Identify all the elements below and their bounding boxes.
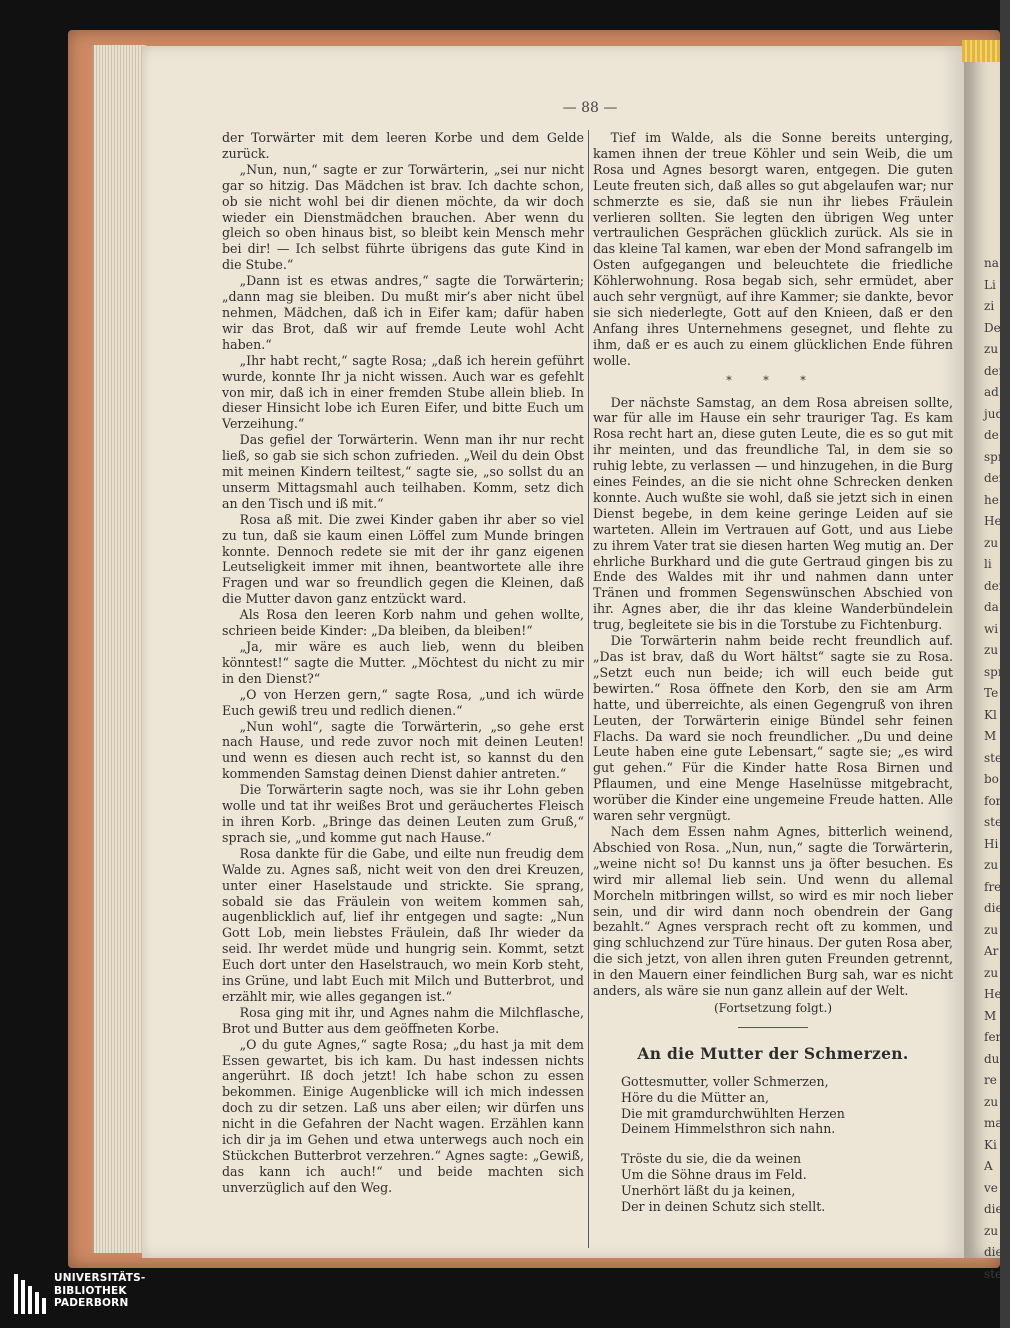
next-page-fragment: zu [984, 535, 999, 550]
poem-line: Gottesmutter, voller Schmerzen, [621, 1073, 829, 1089]
next-page-fragment: He [984, 987, 1002, 1001]
next-page-fragment: fer [984, 1030, 1002, 1044]
library-logo-text [54, 1272, 145, 1310]
continuation-note: (Fortsetzung folgt.) [714, 1000, 832, 1015]
poem-title: An die Mutter der Schmerzen. [637, 1043, 909, 1063]
paragraph: Als Rosa den leeren Korb nahm und gehen wollte, schrieen beide Kinder: „Da bleiben, da bleiben!“ [222, 607, 584, 639]
poem-line: Deinem Himmelsthron sich nahn. [621, 1121, 836, 1137]
logo-line: BIBLIOTHEK [54, 1284, 127, 1297]
next-page-fragment: ve [984, 1180, 998, 1195]
bookmark-ribbon [962, 40, 1000, 62]
next-page-fragment: Li [984, 277, 996, 292]
next-page-fragment: de [984, 428, 999, 442]
paragraph: „Nun wohl“, sagte die Torwärterin, „so gehe erst nach Hause, und rede zuvor noch mit deinen Leuten! und wenn es diesen auch recht ist, so kannst du den kommenden Samstag deinen Dienst dahier antreten.“ [222, 718, 584, 782]
next-page-fragment: du [984, 1051, 1000, 1066]
next-page-fragment: Ar [984, 944, 999, 958]
next-page-fragment: ma [984, 1116, 1003, 1130]
next-page-fragment: die [984, 901, 1003, 915]
paragraph: Das gefiel der Torwärterin. Wenn man ihr nur recht ließ, so gab sie sich schon zufrieden. „Weil du dein Obst mit meinen Kindern teiltest,“ sagte sie, „so sollst du an unserm Mittagsmahl auch teilhaben. Komm, setz dich an den Tisch und iß mit.“ [222, 432, 584, 511]
section-divider [738, 1027, 808, 1028]
right-column [593, 130, 953, 1215]
next-page-fragment: ste [984, 1266, 1003, 1281]
left-column [222, 130, 584, 1196]
next-page-fragment: zu [984, 858, 999, 872]
next-page-fragment: ad [984, 385, 999, 399]
paragraph: „Ja, mir wäre es auch lieb, wenn du bleiben könntest!“ sagte die Mutter. „Möchtest du nicht zu mir in den Dienst?“ [222, 639, 584, 686]
next-page-fragment: der [984, 363, 1005, 378]
next-page-fragment: bo [984, 772, 999, 786]
next-page-fragment: zu [984, 643, 999, 657]
paragraph: Nach dem Essen nahm Agnes, bitterlich weinend, Abschied von Rosa. „Nun, nun,“ sagte die Torwärterin, „weine nicht so! Du kannst uns ja öfter besuchen. Es wird mir allemal lieb sein. Und wenn du allemal Morcheln mitbringen willst, so wird es mir noch lieber sein, und dir wird dann noch obendrein der Gang bezahlt.“ Agnes versprach recht oft zu kommen, und ging schluchzend zur Türe hinaus. Der guten Rosa aber, die sich jetzt, von allen ihren guten Freunden getrennt, in den Mauern einer feindlichen Burg sah, war es nicht anders, als wäre sie nun ganz allein auf der Welt. [593, 823, 953, 999]
next-page-fragment: die [984, 1202, 1003, 1216]
page-number: — 88 — [562, 100, 618, 116]
paragraph: „O von Herzen gern,“ sagte Rosa, „und ich würde Euch gewiß treu und redlich dienen.“ [222, 686, 584, 718]
next-page-fragment: re [984, 1073, 997, 1087]
column-rule [588, 130, 589, 1248]
next-page-fragment: fre [984, 879, 1002, 894]
next-page-fragment: jud [984, 406, 1004, 421]
paragraph: Rosa dankte für die Gabe, und eilte nun freudig dem Walde zu. Agnes saß, nicht weit von den drei Kreuzen, unter einer Haselstaude und strickte. Sie sprang, sobald sie das Fräulein von weitem kommen sah, augenblicklich auf, lief ihr entgegen und sagte: „Nun Gott Lob, mein liebstes Fräulein, daß Ihr wieder da seid. Ihr werdet müde und hungrig sein. Kommt, setzt Euch dort unter den Haselstrauch, wo mein Korb steht, ins Grüne, und labt Euch mit Milch und Butterbrot, und erzählt mir, wie alles gegangen ist.“ [222, 845, 584, 1004]
next-page-fragment: He [984, 514, 1002, 528]
paragraph: „O du gute Agnes,“ sagte Rosa; „du hast ja mit dem Essen gewartet, bis ich kam. Du hast indessen nichts angerührt. Iß doch jetzt! Ich habe schon zu essen bekommen. Einige Augenblicke will ich mich indessen doch zu dir setzen. Laß uns aber eilen; wir dürfen uns nicht in die Gefahren der Nacht wagen. Erzählen kann ich dir ja im Gehen und etwa unterwegs auch noch ein Stückchen Butterbrot verzehren.“ Agnes sagte: „Gewiß, das kann ich auch!“ und beide machten sich unverzüglich auf den Weg. [222, 1036, 584, 1195]
next-page-fragment: zu [984, 922, 999, 937]
poem-line: Der in deinen Schutz sich stellt. [621, 1199, 826, 1215]
next-page-fragment: zu [984, 1223, 999, 1238]
next-page-fragment: die [984, 1245, 1003, 1259]
next-page-fragment: spr [984, 664, 1004, 679]
paragraph: „Dann ist es etwas andres,“ sagte die Torwärterin; „dann mag sie bleiben. Du mußt mir’s aber nicht übel nehmen, Mädchen, daß ich in Eifer kam; dafür haben wir das Brot, daß wir auf fremde Leute wohl Acht haben.“ [222, 273, 584, 352]
paragraph: Die Torwärterin sagte noch, was sie ihr Lohn geben wolle und tat ihr weißes Brot und geräuchertes Fleisch in ihren Korb. „Bringe das deinen Leuten zum Gruß,“ sprach sie, „und komme gut nach Hause.“ [222, 782, 584, 845]
paragraph: Rosa ging mit ihr, und Agnes nahm die Milchflasche, Brot und Butter aus dem geöffneten Korbe. [222, 1004, 584, 1036]
next-page-fragment: M [984, 1008, 997, 1023]
next-page-fragment: Kl [984, 707, 997, 722]
next-page-fragment: zu [984, 965, 999, 980]
next-page-fragment: wi [984, 621, 999, 636]
next-page-fragment: Hi [984, 836, 999, 851]
next-page-fragment: ste [984, 815, 1003, 829]
next-page-fragment: zu g [984, 342, 1010, 356]
next-page-fragment: he [984, 492, 999, 507]
section-stars: * * * [726, 373, 820, 387]
next-page-fragment: der [984, 471, 1005, 485]
next-page-fragment: na [984, 256, 999, 270]
next-page-fragment: A [984, 1159, 993, 1173]
logo-line: PADERBORN [54, 1297, 129, 1309]
poem-line: Tröste du sie, die da weinen [621, 1151, 802, 1167]
next-page-fragment: Ki [984, 1137, 997, 1152]
logo-line: UNIVERSITÄTS- [54, 1272, 146, 1284]
paragraph: Tief im Walde, als die Sonne bereits unterging, kamen ihnen der treue Köhler und sein Weib, die um Rosa und Agnes besorgt waren, entgegen. Die guten Leute freuten sich, daß alles so gut abgelaufen war; nur schmerzte es sie, daß sie nun ihr liebes Fräulein verlieren sollten. Sie legten den übrigen Weg unter vertraulichen Gesprächen glücklich zurück. Als sie in das kleine Tal kamen, war eben der Mond safrangelb im Osten aufgegangen und beleuchtete die friedliche Köhlerwohnung. Rosa begab sich, sehr ermüdet, aber auch sehr vergnügt, auf ihre Kammer; sie dankte, bevor sie sich niederlegte, Gott auf den Knieen, daß er den Anfang ihres Unternehmens gesegnet, und flehte zu ihm, daß er es auch zu einem glücklichen Ende führen wolle. [593, 130, 953, 368]
paragraph: Die Torwärterin nahm beide recht freundlich auf. „Das ist brav, daß du Wort hältst“ sagte sie zu Rosa. „Setzt euch nun beide; ich will euch beide gut bewirten.“ Rosa öffnete den Korb, den sie am Arm hatte, und überreichte, als einen Gegengruß von ihren Leuten, der Torwärterin einige Bündel sehr feinen Flachs. Da ward sie noch freundlicher. „Du und deine Leute haben eine gute Lebensart,“ sagte sie; „es wird gut gehen.“ Für die Kinder hatte Rosa Birnen und Pflaumen, und eine Menge Haselnüsse mitgebracht, worüber die Kinder eine ungemeine Freude hatten. Alle waren sehr vergnügt. [593, 633, 953, 824]
next-page-fragment: da [984, 600, 999, 614]
poem-line: Höre du die Mütter an, [621, 1089, 769, 1105]
poem-line: Die mit gramdurchwühlten Herzen [621, 1105, 845, 1121]
paragraph: Rosa aß mit. Die zwei Kinder gaben ihr aber so viel zu tun, daß sie kaum einen Löffel zum Munde bringen konnte. Dennoch redete sie mit der ihr ganz eigenen Leutseligkeit immer mit ihnen, beantwortete alle ihre Fragen und war so freundlich gegen die Kleinen, daß die Mutter davon ganz entzückt ward. [222, 511, 584, 607]
poem-line: Um die Söhne draus im Feld. [621, 1167, 807, 1183]
page-edges [92, 45, 146, 1253]
next-page-fragment: Te [984, 686, 999, 700]
next-page-fragment: spr [984, 449, 1004, 464]
paragraph: der Torwärter mit dem leeren Korbe und dem Gelde zurück. [222, 130, 584, 161]
next-page-strip [964, 44, 1010, 1281]
library-logo [14, 1272, 164, 1322]
next-page-fragment: M [984, 729, 997, 743]
next-page-fragment: for [984, 793, 1002, 808]
paragraph: „Ihr habt recht,“ sagte Rosa; „daß ich herein geführt wurde, konnte Ihr ja nicht wissen. Auch war es gefehlt von mir, daß ich in einer fremden Stube allein blieb. In dieser Hinsicht lobe ich Euren Eifer, und bitte Euch um Verzeihung.“ [222, 352, 584, 432]
paragraph: Der nächste Samstag, an dem Rosa abreisen sollte, war für alle im Hause ein sehr trauriger Tag. Es kam Rosa recht hart an, diese guten Leute, die es so gut mit ihr meinten, und das freundliche Tal, in dem sie so ruhig lebte, zu verlassen — und hinzugehen, in die Burg eines Feindes, an die sie nicht ohne Schrecken denken konnte. Auch wußte sie wohl, daß sie jetzt sich in einen Dienst begebe, in dem keine geringe Leiden auf sie warteten. Allein im Vertrauen auf Gott, und aus Liebe zu ihrem Vater trat sie diesen harten Weg mutig an. Der ehrliche Burkhard und die gute Gertraud gingen bis zu Ende des Waldes mit ihr und nahmen dann unter Tränen und frommen Segenswünschen Abschied von ihr. Agnes aber, die ihr das kleine Wanderbündelein trug, begleitete sie bis in die Torstube zu Fichtenburg. [593, 394, 953, 633]
next-page-fragment: li [984, 557, 992, 571]
next-page-fragment: zu [984, 1094, 999, 1109]
library-logo-icon [14, 1274, 46, 1314]
stanza-gap [621, 1137, 953, 1151]
next-page-fragment: der [984, 578, 1005, 593]
poem-line: Unerhört läßt du ja keinen, [621, 1183, 796, 1199]
next-page-fragment: De [984, 320, 1001, 335]
next-page-fragment: ste [984, 750, 1003, 765]
poem [621, 1074, 953, 1215]
paragraph: „Nun, nun,“ sagte er zur Torwärterin, „sei nur nicht gar so hitzig. Das Mädchen ist brav. Ich dachte schon, ob sie nicht wohl bei dir dienen möchte, da wir doch wieder ein Dienstmädchen brauchen. Aber wenn du gleich so oben hinaus bist, so bleibt kein Mensch mehr bei dir! — Ich selbst führte übrigens das gute Kind in die Stube.“ [222, 161, 584, 273]
next-page-fragment: zi [984, 299, 995, 313]
